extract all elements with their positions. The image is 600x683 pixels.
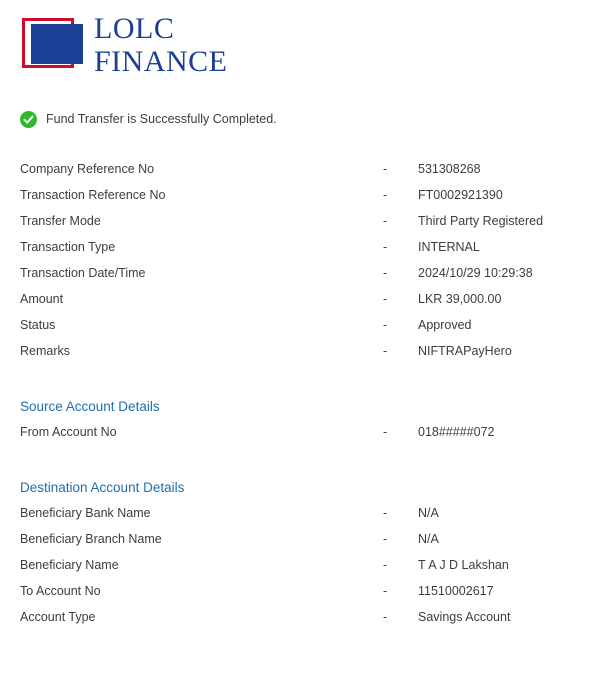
row-label: Amount xyxy=(20,292,64,306)
success-check-icon xyxy=(20,111,37,128)
brand-wordmark xyxy=(94,14,228,77)
row-label: Beneficiary Name xyxy=(20,558,119,572)
source-account-details xyxy=(20,425,580,451)
row-label: Transaction Reference No xyxy=(20,188,166,202)
row-label: Status xyxy=(20,318,56,332)
row-value: Third Party Registered xyxy=(418,214,544,228)
table-row xyxy=(20,558,580,584)
row-value: LKR 39,000.00 xyxy=(418,292,502,306)
row-value: NIFTRAPayHero xyxy=(418,344,512,358)
table-row xyxy=(20,188,580,214)
row-value: 531308268 xyxy=(418,162,481,176)
row-value: 11510002617 xyxy=(418,584,494,598)
row-label: Transfer Mode xyxy=(20,214,101,228)
status-banner xyxy=(20,108,580,130)
row-label: To Account No xyxy=(20,584,101,598)
table-row xyxy=(20,162,580,188)
table-row xyxy=(20,610,580,636)
brand-line-2: FINANCE xyxy=(94,44,228,78)
row-label: Account Type xyxy=(20,610,96,624)
logo-blue-square-icon xyxy=(31,24,83,64)
table-row xyxy=(20,266,580,292)
table-row xyxy=(20,584,580,610)
row-label: Beneficiary Bank Name xyxy=(20,506,151,520)
row-label: Remarks xyxy=(20,344,71,358)
row-separator: - xyxy=(383,318,388,332)
row-value: N/A xyxy=(418,532,439,546)
row-separator: - xyxy=(383,344,388,358)
row-separator: - xyxy=(383,506,388,520)
row-value: FT0002921390 xyxy=(418,188,503,202)
table-row xyxy=(20,214,580,240)
table-row xyxy=(20,344,580,370)
row-value: N/A xyxy=(418,506,439,520)
row-separator: - xyxy=(383,425,388,439)
row-separator: - xyxy=(383,532,388,546)
row-separator: - xyxy=(383,214,388,228)
table-row xyxy=(20,318,580,344)
row-separator: - xyxy=(383,162,388,176)
row-separator: - xyxy=(383,610,388,624)
source-account-section-title: Source Account Details xyxy=(20,399,160,414)
table-row xyxy=(20,506,580,532)
row-label: Beneficiary Branch Name xyxy=(20,532,162,546)
brand-line-1: LOLC xyxy=(94,12,175,45)
row-separator: - xyxy=(383,292,388,306)
table-row xyxy=(20,532,580,558)
row-separator: - xyxy=(383,558,388,572)
table-row xyxy=(20,292,580,318)
row-value: Savings Account xyxy=(418,610,511,624)
destination-account-details xyxy=(20,506,580,636)
status-banner-message: Fund Transfer is Successfully Completed. xyxy=(46,112,277,126)
row-label: Transaction Date/Time xyxy=(20,266,146,280)
row-value: T A J D Lakshan xyxy=(418,558,509,572)
logo-mark-icon xyxy=(22,18,84,72)
row-label: From Account No xyxy=(20,425,117,439)
table-row xyxy=(20,425,580,451)
row-value: 018#####072 xyxy=(418,425,495,439)
lolc-finance-logo xyxy=(22,14,580,77)
row-separator: - xyxy=(383,188,388,202)
row-value: Approved xyxy=(418,318,472,332)
brand-header xyxy=(20,0,580,92)
row-value: 2024/10/29 10:29:38 xyxy=(418,266,533,280)
row-separator: - xyxy=(383,584,388,598)
destination-account-section-title: Destination Account Details xyxy=(20,480,185,495)
row-label: Company Reference No xyxy=(20,162,155,176)
row-label: Transaction Type xyxy=(20,240,116,254)
row-separator: - xyxy=(383,266,388,280)
row-value: INTERNAL xyxy=(418,240,480,254)
row-separator: - xyxy=(383,240,388,254)
table-row xyxy=(20,240,580,266)
summary-details xyxy=(20,162,580,370)
